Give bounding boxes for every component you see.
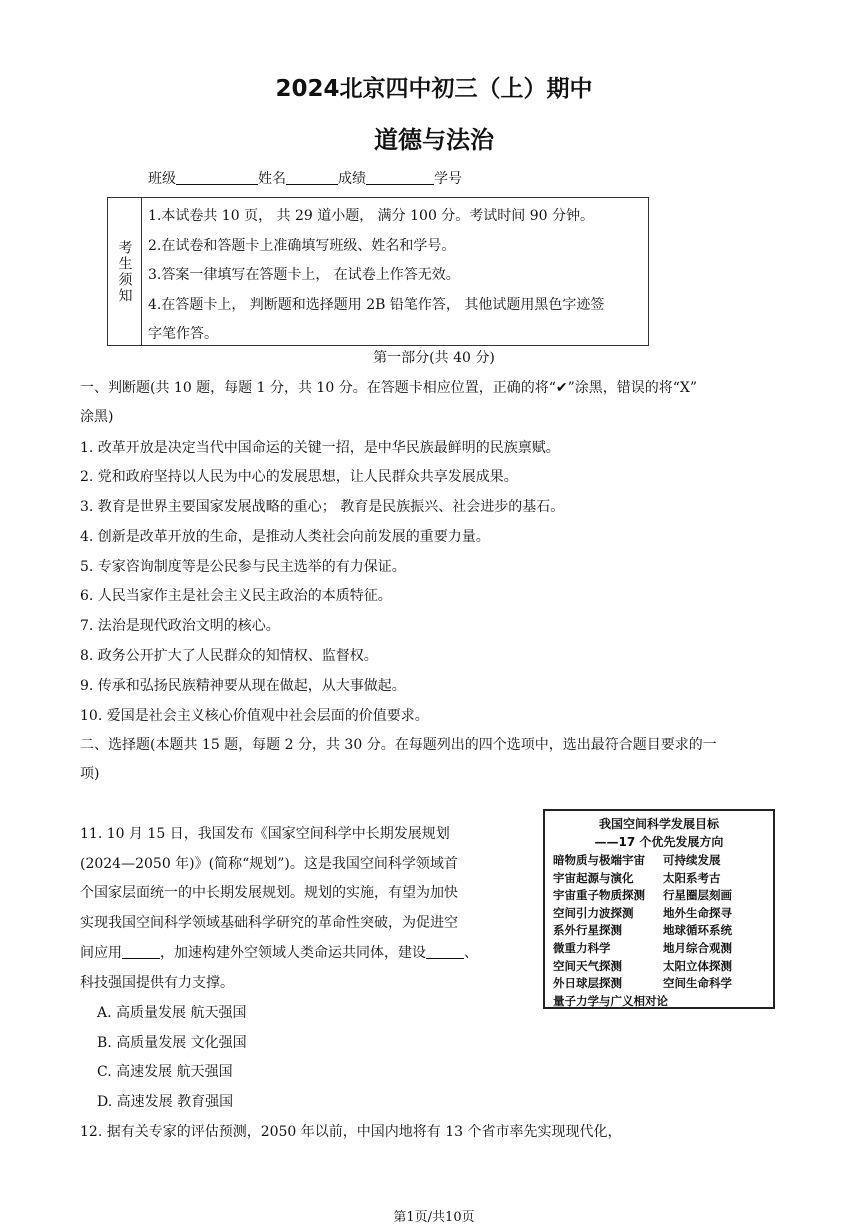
figure-cell: 宇宙重子物质探测 [553,888,645,903]
figure-cell: 空间引力波探测 [553,905,634,920]
figure-cell: 地外生命探寻 [663,905,732,920]
judge-question: 8. 政务公开扩大了人民群众的知情权、监督权。 [80,648,378,664]
figure-row [553,975,769,993]
figure-title: 我国空间科学发展目标 [598,817,719,831]
judge-question: 2. 党和政府坚持以人民为中心的发展思想，让人民群众共享发展成果。 [80,469,518,485]
class-label: 班级 [148,171,176,187]
space-science-figure [543,809,775,1009]
figure-cell: 微重力科学 [553,940,611,955]
notice-item: 3.答案一律填写在答题卡上， 在试卷上作答无效。 [148,267,460,283]
figure-cell: 可持续发展 [663,853,721,867]
judge-question: 5. 专家咨询制度等是公民参与民主选举的有力保证。 [80,559,406,575]
score-label: 成绩 [338,171,366,187]
notice-item: 字笔作答。 [148,326,218,342]
score-blank[interactable] [366,170,434,185]
name-label: 姓名 [258,171,286,187]
q11-text: 个国家层面统一的中长期发展规划。规划的实施，有望为加快 [80,885,458,901]
judge-question: 6. 人民当家作主是社会主义民主政治的本质特征。 [80,588,392,604]
option-b[interactable]: B. 高质量发展 文化强国 [97,1035,247,1051]
judge-question: 3. 教育是世界主要国家发展战略的重心； 教育是民族振兴、社会进步的基石。 [80,499,565,515]
figure-cell: 空间生命科学 [663,976,732,991]
notice-item: 1.本试卷共 10 页， 共 29 道小题， 满分 100 分。考试时间 90 分钟。 [148,208,595,224]
q11-fragment: 间应用 [80,945,122,961]
figure-cell: 地球循环系统 [663,923,732,938]
q11-blank-2 [426,944,464,959]
figure-cell: 太阳系考古 [663,870,721,885]
figure-row [553,958,769,976]
judge-question: 10. 爱国是社会主义核心价值观中社会层面的价值要求。 [80,708,429,724]
q11-fragment: 、 [464,945,478,961]
notice-box [107,197,649,346]
option-c[interactable]: C. 高速发展 航天强国 [97,1064,233,1080]
id-label: 学号 [434,171,462,187]
judge-question: 4. 创新是改革开放的生命，是推动人类社会向前发展的重要力量。 [80,529,490,545]
q11-fragment: ，加速构建外空领域人类命运共同体，建设 [160,945,426,961]
name-blank[interactable] [286,170,338,185]
student-info-row [148,168,462,188]
notice-label: 考生须知 [108,198,142,345]
judge-question: 1. 改革开放是决定当代中国命运的关键一招，是中华民族最鲜明的民族禀赋。 [80,440,560,456]
figure-cell: 外日球层探测 [553,976,622,991]
q11-blank-1 [122,944,160,959]
q11-text: 实现我国空间科学领域基础科学研究的革命性突破，为促进空 [80,915,458,931]
figure-cell: 地月综合观测 [663,940,732,955]
q12-text: 12. 据有关专家的评估预测，2050 年以前，中国内地将有 13 个省市率先实现现代化， [80,1124,622,1140]
notice-item: 2.在试卷和答题卡上准确填写班级、姓名和学号。 [148,237,456,254]
figure-cell: 太阳立体探测 [663,958,732,973]
figure-grid [553,852,769,1010]
figure-cell: 行星圈层刻画 [663,888,732,903]
section2-instruction-cont: 项) [80,766,100,782]
page-footer: 第1页/共10页 [393,1210,475,1225]
figure-row [553,852,769,870]
figure-cell: 系外行星探测 [553,923,622,938]
figure-row [553,922,769,940]
q11-text: 11. 10 月 15 日，我国发布《国家空间科学中长期发展规划 [80,826,450,842]
figure-row [553,905,769,923]
figure-row [553,887,769,905]
q11-text-blanks [80,943,478,963]
judge-question: 9. 传承和弘扬民族精神要从现在做起，从大事做起。 [80,678,406,694]
q11-text: (2024—2050 年)》(简称“规划”)。这是我国空间科学领域首 [80,856,458,872]
figure-row [553,940,769,958]
option-d[interactable]: D. 高速发展 教育强国 [97,1094,234,1110]
notice-items [148,202,646,350]
q11-text: 科技强国提供有力支撑。 [80,975,234,991]
figure-row [553,993,769,1011]
option-a[interactable]: A. 高质量发展 航天强国 [97,1005,247,1021]
judge-question: 7. 法治是现代政治文明的核心。 [80,618,280,634]
figure-cell: 空间天气探测 [553,958,622,973]
class-blank[interactable] [176,170,258,185]
figure-subtitle: ——17 个优先发展方向 [594,835,724,849]
part1-heading: 第一部分(共 40 分) [373,350,495,366]
section2-instruction: 二、选择题(本题共 15 题，每题 2 分，共 30 分。在每题列出的四个选项中，选出最符合题目要求的一 [80,737,717,753]
figure-cell: 宇宙起源与演化 [553,870,634,885]
section1-instruction: 一、判断题(共 10 题，每题 1 分，共 10 分。在答题卡相应位置，正确的将“✔”涂黑，错误的将“X” [80,380,698,396]
figure-cell: 暗物质与极端宇宙 [553,853,645,867]
figure-row [553,870,769,888]
subject-title: 道德与法治 [374,126,494,154]
section1-instruction-cont: 涂黑) [80,409,114,425]
figure-cell: 量子力学与广义相对论 [553,993,668,1008]
notice-item: 4.在答题卡上， 判断题和选择题用 2B 铅笔作答， 其他试题用黑色字迹签 [148,296,605,313]
exam-title: 2024北京四中初三（上）期中 [275,76,593,102]
